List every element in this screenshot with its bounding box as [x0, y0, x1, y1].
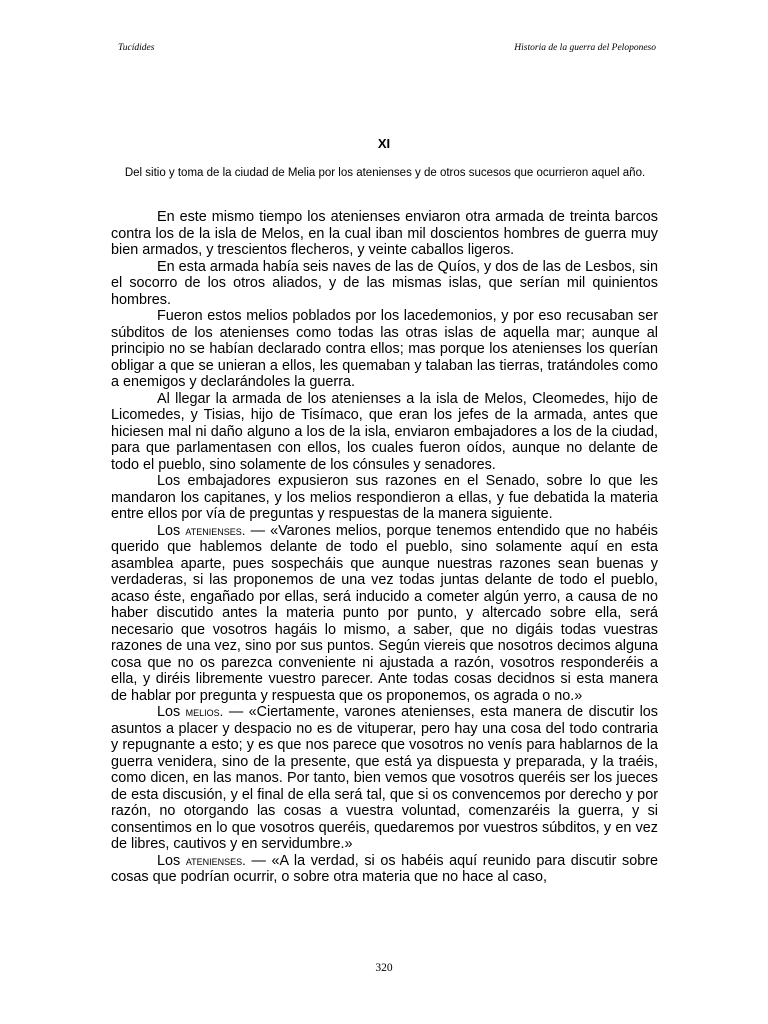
- page-number: 320: [375, 962, 393, 974]
- chapter-subtitle: Del sitio y toma de la ciudad de Melia por los atenienses y de otros sucesos que ocurrieron aquel año.: [124, 167, 646, 179]
- paragraph: En esta armada había seis naves de las de Quíos, y dos de las de Lesbos, sin el socorro de los otros aliados, y de las mismas islas, que serían mil quinientos hombres.: [111, 258, 658, 308]
- dialogue-text: — «A la verdad, si os habéis aquí reunido para discutir sobre cosas que podrían ocurrir, o sobre otra materia que no hace al caso,: [111, 852, 658, 885]
- speaker-name: melios.: [185, 704, 224, 719]
- header-book-title: Historia de la guerra del Peloponeso: [514, 43, 656, 53]
- dialogue-paragraph: [111, 853, 658, 886]
- dialogue-paragraph: [111, 523, 658, 705]
- speaker-name: atenienses.: [185, 522, 246, 538]
- speaker-prefix: Los: [157, 522, 181, 539]
- dialogue-text: — «Ciertamente, varones atenienses, esta manera de discutir los asuntos a placer y despacio no es de vituperar, pero hay una cosa del todo contraria y repugnante a esto; y es que nos parece que vosotros no venís para hablarnos de la guerra venidera, sino de la presente, que está ya dispuesta y preparada, y la traéis, como dicen, en las manos. Por tanto, bien vemos que vosotros queréis ser los jueces de esta discusión, y el final de ella será tal, que si os convencemos por derecho y por razón, no otorgando las cosas a vuestra voluntad, comenzaréis la guerra, y si consentimos en lo que vosotros queréis, quedaremos por vuestros súbditos, y en vez de libres, cautivos y en servidumbre.»: [111, 704, 659, 852]
- paragraph: En este mismo tiempo los atenienses enviaron otra armada de treinta barcos contra los de la isla de Melos, en la cual iban mil doscientos hombres de guerra muy bien armados, y trescientos flecheros, y veinte caballos ligeros.: [111, 209, 658, 258]
- dialogue-text: — «Varones melios, porque tenemos entendido que no habéis querido que hablemos delante de todo el pueblo, sino solamente aquí en esta asamblea aparte, pues sospecháis que aunque nuestras razones sean buenas y verdaderas, si las proponemos de una vez todas juntas delante de todo el pueblo, acaso éste, engañado por ellas, será inducido a cometer algún yerro, a causa de no haber discutido antes la materia punto por punto, y altercado sobre ella, será necesario que vosotros hagáis lo mismo, a saber, que no digáis todas vuestras razones de una vez, sino por sus puntos. Según viereis que nosotros decimos alguna cosa que no os parezca conveniente ni ajustada a razón, vosotros responderéis a ella, y diréis libremente vuestro parecer. Ante todas cosas decidnos si esta manera de hablar por pregunta y respuesta que os proponemos, os agrada o no.»: [111, 522, 659, 704]
- speaker-prefix: Los: [157, 852, 181, 869]
- running-header: [112, 43, 656, 57]
- header-author: Tucídides: [118, 43, 155, 53]
- paragraph: Los embajadores expusieron sus razones en el Senado, sobre lo que les mandaron los capitanes, y los melios respondieron a ellas, y fue debatida la materia entre ellos por vía de preguntas y respuestas de la manera siguiente.: [111, 473, 658, 522]
- body-text: [111, 209, 658, 886]
- chapter-number: XI: [377, 136, 391, 151]
- paragraph: Al llegar la armada de los atenienses a la isla de Melos, Cleomedes, hijo de Licomedes, y Tisias, hijo de Tisímaco, que eran los jefes de la armada, antes que hiciesen mal ni daño alguno a los de la isla, enviaron embajadores a los de la ciudad, para que parlamentasen con ellos, los cuales fueron oídos, aunque no delante de todo el pueblo, sino solamente de los cónsules y senadores.: [111, 390, 658, 473]
- speaker-prefix: Los: [157, 704, 181, 720]
- dialogue-paragraph: [111, 704, 658, 853]
- speaker-name: atenienses.: [185, 852, 246, 868]
- paragraph: Fueron estos melios poblados por los lacedemonios, y por eso recusaban ser súbditos de los atenienses como todas las otras islas de aquella mar; aunque al principio no se habían declarado contra ellos; mas porque los atenienses los querían obligar a que se unieran a ellos, les quemaban y talaban las tierras, tratándoles como a enemigos y declarándoles la guerra.: [111, 308, 658, 390]
